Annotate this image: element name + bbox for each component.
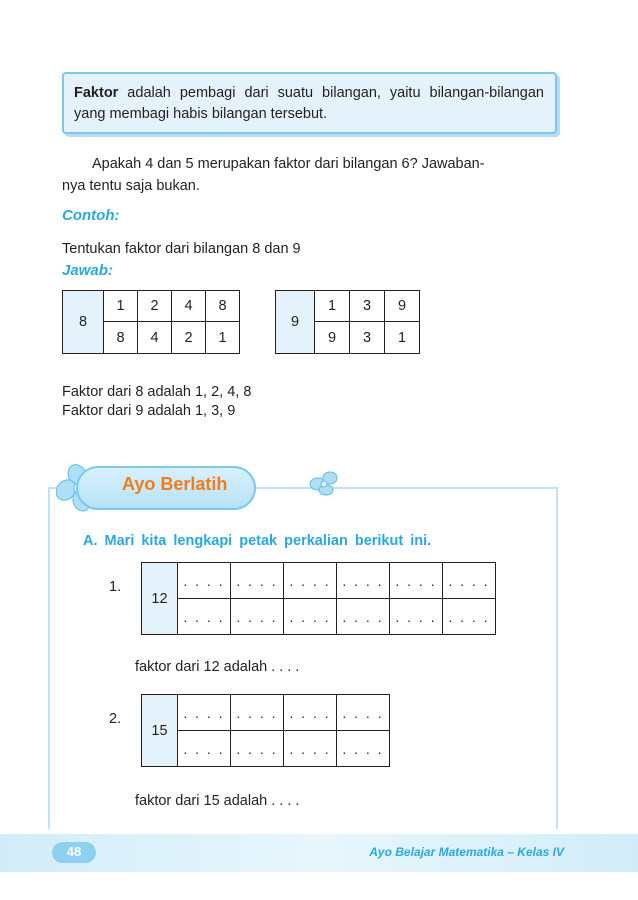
blank-cell[interactable]: . . . . bbox=[284, 695, 337, 731]
blank-cell[interactable]: . . . . bbox=[231, 599, 284, 635]
definition-term: Faktor bbox=[74, 85, 119, 101]
book-title: Ayo Belajar Matematika – Kelas IV bbox=[369, 845, 564, 859]
table-cell: 9 bbox=[315, 322, 350, 354]
table-cell: 2 bbox=[172, 322, 206, 354]
result-line-1: Faktor dari 8 adalah 1, 2, 4, 8 bbox=[62, 384, 252, 400]
blank-cell[interactable]: . . . . bbox=[178, 563, 231, 599]
item-number: 1. bbox=[109, 579, 122, 595]
blank-cell[interactable]: . . . . bbox=[443, 563, 496, 599]
factor-table-9 bbox=[275, 290, 420, 354]
table-cell: 1 bbox=[206, 322, 240, 354]
table-cell: 3 bbox=[350, 291, 385, 322]
multiplication-grid-15 bbox=[141, 694, 390, 767]
blank-cell[interactable]: . . . . bbox=[337, 695, 390, 731]
blank-cell[interactable]: . . . . bbox=[443, 599, 496, 635]
blank-cell[interactable]: . . . . bbox=[284, 563, 337, 599]
table-cell: 2 bbox=[138, 291, 172, 322]
grid-number: 15 bbox=[142, 695, 178, 767]
blank-cell[interactable]: . . . . bbox=[390, 599, 443, 635]
example-label: Contoh: bbox=[62, 207, 120, 224]
factor-table-number: 9 bbox=[276, 291, 315, 354]
practice-heading: A. Mari kita lengkapi petak perkalian berikut ini. bbox=[83, 533, 432, 549]
intro-line-2: nya tentu saja bukan. bbox=[62, 178, 200, 194]
answer-label: Jawab: bbox=[62, 262, 113, 279]
definition-box bbox=[62, 72, 557, 134]
definition-body: adalah pembagi dari suatu bilangan, yaitu bilangan-bilangan yang membagi habis bilangan tersebut. bbox=[74, 85, 544, 122]
blank-cell[interactable]: . . . . bbox=[178, 731, 231, 767]
table-cell: 3 bbox=[350, 322, 385, 354]
table-cell: 4 bbox=[172, 291, 206, 322]
result-line-2: Faktor dari 9 adalah 1, 3, 9 bbox=[62, 403, 236, 419]
blank-cell[interactable]: . . . . bbox=[231, 731, 284, 767]
blank-cell[interactable]: . . . . bbox=[337, 599, 390, 635]
table-cell: 1 bbox=[104, 291, 138, 322]
factor-table-number: 8 bbox=[63, 291, 104, 354]
blank-cell[interactable]: . . . . bbox=[390, 563, 443, 599]
table-cell: 1 bbox=[315, 291, 350, 322]
blank-cell[interactable]: . . . . bbox=[231, 563, 284, 599]
answer-line: faktor dari 15 adalah . . . . bbox=[135, 793, 300, 809]
table-cell: 9 bbox=[385, 291, 420, 322]
table-cell: 8 bbox=[104, 322, 138, 354]
blank-cell[interactable]: . . . . bbox=[178, 695, 231, 731]
intro-paragraph bbox=[62, 153, 558, 197]
practice-banner-title: Ayo Berlatih bbox=[122, 474, 228, 494]
blank-cell[interactable]: . . . . bbox=[284, 599, 337, 635]
definition-text bbox=[74, 83, 544, 125]
blank-cell[interactable]: . . . . bbox=[337, 731, 390, 767]
table-cell: 8 bbox=[206, 291, 240, 322]
answer-line: faktor dari 12 adalah . . . . bbox=[135, 659, 300, 675]
blank-cell[interactable]: . . . . bbox=[231, 695, 284, 731]
table-cell: 1 bbox=[385, 322, 420, 354]
page-number: 48 bbox=[66, 844, 82, 859]
blank-cell[interactable]: . . . . bbox=[337, 563, 390, 599]
blank-cell[interactable]: . . . . bbox=[178, 599, 231, 635]
example-question: Tentukan faktor dari bilangan 8 dan 9 bbox=[62, 241, 301, 257]
grid-number: 12 bbox=[142, 563, 178, 635]
table-cell: 4 bbox=[138, 322, 172, 354]
intro-line-1: Apakah 4 dan 5 merupakan faktor dari bilangan 6? Jawaban- bbox=[92, 156, 485, 172]
item-number: 2. bbox=[109, 711, 122, 727]
multiplication-grid-12 bbox=[141, 562, 496, 635]
blank-cell[interactable]: . . . . bbox=[284, 731, 337, 767]
factor-table-8 bbox=[62, 290, 240, 354]
